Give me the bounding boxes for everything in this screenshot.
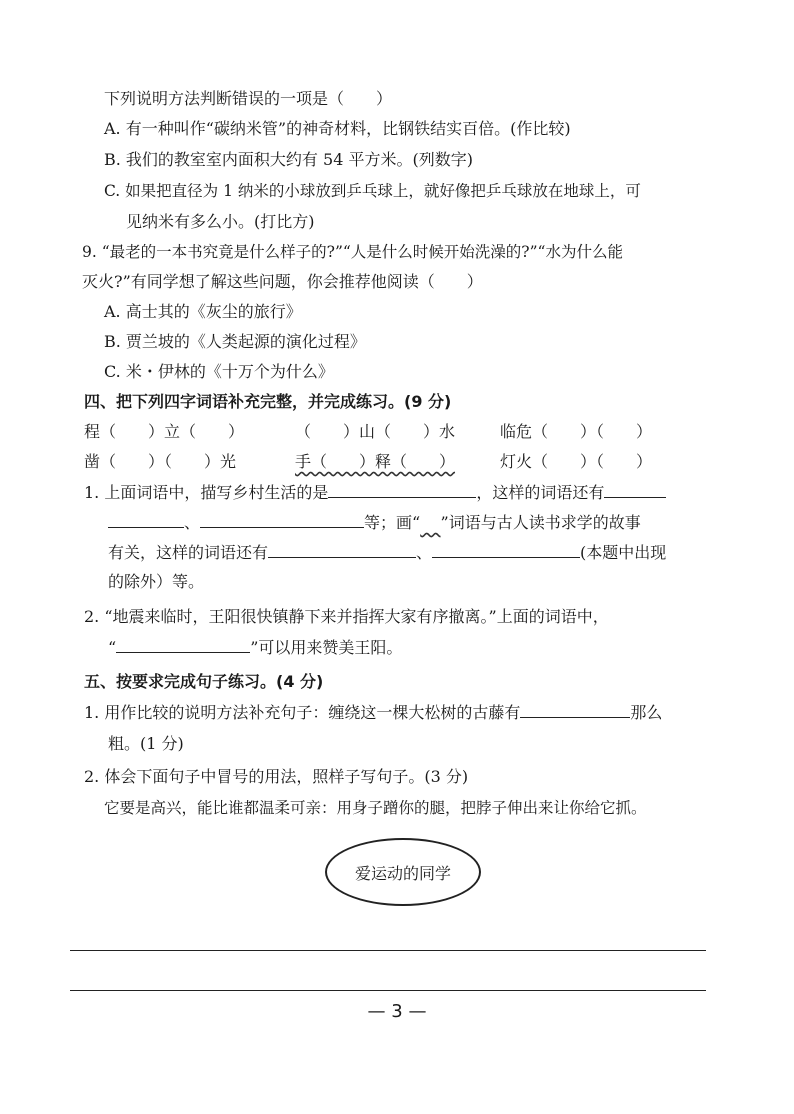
section4-ex1-line4: 的除外）等。 bbox=[108, 572, 205, 591]
s5-ex1-prefix: 1. 用作比较的说明方法补充句子：缠绕这一棵大松树的古藤有 bbox=[84, 703, 521, 722]
section4-ex2-line2 bbox=[108, 636, 402, 659]
q9-option-a: A. 高士其的《灰尘的旅行》 bbox=[104, 302, 302, 321]
section5-example-sentence: 它要是高兴，能比谁都温柔可亲：用身子蹭你的腿，把脖子伸出来让你给它抓。 bbox=[104, 799, 647, 817]
topic-oval bbox=[325, 838, 481, 906]
section5-ex1-line1 bbox=[84, 701, 662, 724]
q9-option-b: B. 贾兰坡的《人类起源的演化过程》 bbox=[104, 332, 366, 351]
q8-option-a: A. 有一种叫作“碳纳米管”的神奇材料，比钢铁结实百倍。(作比较) bbox=[104, 119, 571, 138]
answer-blank[interactable] bbox=[432, 541, 580, 558]
q9-stem-line2: 灭火?”有同学想了解这些问题，你会推荐他阅读（ ） bbox=[82, 272, 483, 291]
section4-ex1-line3 bbox=[108, 541, 666, 564]
answer-blank[interactable] bbox=[520, 701, 630, 718]
ex1-mid: ，这样的词语还有 bbox=[476, 483, 605, 502]
section5-heading: 五、按要求完成句子练习。(4 分) bbox=[84, 672, 324, 691]
answer-blank[interactable] bbox=[108, 511, 184, 528]
idiom-r2c1: 凿（ ）（ ）光 bbox=[84, 452, 237, 471]
ex1-sep: 、 bbox=[184, 513, 201, 532]
wavy-mark bbox=[420, 513, 440, 532]
idiom-r2c2: 手（ ）释（ ） bbox=[295, 452, 456, 471]
ex2-close: ”可以用来赞美王阳。 bbox=[250, 638, 403, 657]
answer-blank[interactable] bbox=[116, 636, 250, 653]
section4-heading: 四、把下列四字词语补充完整，并完成练习。(9 分) bbox=[84, 392, 452, 411]
q8-option-c-line2: 见纳米有多么小。(打比方) bbox=[126, 212, 315, 231]
ex1-draw: 等；画“ bbox=[364, 513, 421, 532]
section4-ex1-line1 bbox=[84, 481, 666, 504]
ex1-line3-suffix: (本题中出现 bbox=[580, 543, 667, 562]
answer-blank[interactable] bbox=[268, 541, 416, 558]
idiom-r1c2: （ ）山（ ）水 bbox=[295, 422, 456, 441]
s5-ex1-suffix: 那么 bbox=[630, 703, 663, 722]
writing-line[interactable] bbox=[70, 990, 706, 991]
ex1-draw-end: ”词语与古人读书求学的故事 bbox=[440, 513, 641, 532]
page-number: — 3 — bbox=[367, 1001, 427, 1022]
answer-blank[interactable] bbox=[328, 481, 476, 498]
answer-blank[interactable] bbox=[604, 481, 666, 498]
section4-ex2-line1: 2. “地震来临时，王阳很快镇静下来并指挥大家有序撤离。”上面的词语中， bbox=[84, 607, 609, 626]
q9-option-c: C. 米・伊林的《十万个为什么》 bbox=[104, 362, 334, 381]
section4-ex1-line2 bbox=[108, 511, 641, 534]
topic-label: 爱运动的同学 bbox=[354, 863, 451, 883]
ex2-open: “ bbox=[108, 638, 117, 657]
ex1-prefix: 1. 上面词语中，描写乡村生活的是 bbox=[84, 483, 329, 502]
idiom-r1c1: 程（ ）立（ ） bbox=[84, 422, 245, 441]
q8-stem: 下列说明方法判断错误的一项是（ ） bbox=[104, 89, 393, 108]
writing-line[interactable] bbox=[70, 950, 706, 951]
q8-option-c-line1: C. 如果把直径为 1 纳米的小球放到乒乓球上，就好像把乒乓球放在地球上，可 bbox=[104, 182, 641, 200]
q8-option-b: B. 我们的教室室内面积大约有 54 平方米。(列数字) bbox=[104, 150, 473, 169]
idiom-r1c3: 临危（ ）（ ） bbox=[500, 422, 653, 441]
answer-blank[interactable] bbox=[200, 511, 364, 528]
q9-stem-line1: 9. “最老的一本书究竟是什么样子的?”“人是什么时候开始洗澡的?”“水为什么能 bbox=[82, 243, 623, 261]
idiom-r2c3: 灯火（ ）（ ） bbox=[500, 452, 653, 471]
section5-ex1-line2: 粗。(1 分) bbox=[108, 734, 184, 753]
ex1-line3-prefix: 有关，这样的词语还有 bbox=[108, 543, 269, 562]
ex1-line3-sep: 、 bbox=[416, 543, 433, 562]
section5-ex2: 2. 体会下面句子中冒号的用法，照样子写句子。(3 分) bbox=[84, 767, 469, 786]
